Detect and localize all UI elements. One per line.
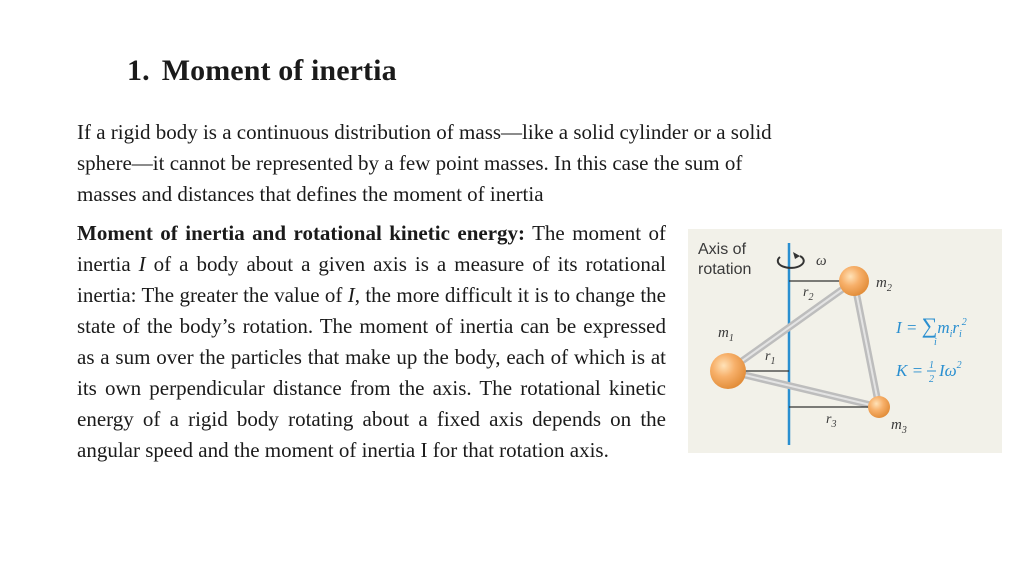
axis-label-line1: Axis of (698, 241, 747, 258)
m1-sub: 1 (728, 333, 734, 344)
m2-label (876, 275, 892, 294)
eq2-sup: 2 (956, 360, 962, 371)
intro-paragraph (77, 117, 961, 210)
r3-sub: 3 (831, 419, 837, 430)
eq2-Iomega: Iω (939, 361, 957, 380)
m1-symbol: m (718, 325, 729, 341)
sigma-icon: ∑ (921, 313, 938, 338)
axis-label-line2: rotation (698, 261, 752, 278)
m3-label (891, 417, 907, 436)
figure-svg (688, 229, 1002, 453)
title-number: 1. (127, 54, 150, 87)
m3-sub: 3 (901, 425, 907, 436)
eq2-num: 1 (929, 360, 934, 371)
mass-m1 (710, 353, 746, 389)
eq2-den: 2 (929, 374, 934, 385)
r2-sub: 2 (808, 292, 814, 303)
eq1-r-sup: 2 (961, 317, 967, 328)
mass-m3 (868, 396, 890, 418)
omega-label: ω (816, 253, 827, 269)
body-lead: Moment of inertia and rotational kinetic energy: (77, 221, 526, 245)
r2-symbol: r (803, 285, 809, 300)
m2-sub: 2 (886, 283, 892, 294)
intro-line-1: If a rigid body is a continuous distribution of mass—like a solid cylinder or a solid (77, 120, 772, 144)
body-text (77, 218, 666, 466)
title-text: Moment of inertia (161, 54, 397, 87)
r3-symbol: r (826, 412, 832, 427)
equation-inertia (895, 313, 967, 340)
eq1-index: i (934, 337, 937, 348)
rotation-arrow-icon (778, 256, 804, 268)
eq1-m-sub: i (949, 329, 953, 340)
symbol-I: I (138, 252, 146, 276)
m2-symbol: m (876, 275, 887, 291)
body-part-2: of a body about a given axis is a measure of its rotational inertia: The greater the value of (77, 252, 666, 307)
eq1-m: m (937, 318, 950, 337)
rigid-body-figure (688, 229, 1002, 453)
body-part-1: The moment of inertia (77, 221, 666, 276)
mass-m2 (839, 266, 869, 296)
eq2-rhs (938, 360, 962, 380)
rotation-arrowhead-icon (793, 252, 800, 259)
r1-label (765, 349, 775, 367)
symbol-I-2: I (347, 283, 355, 307)
eq1-lhs: I = (896, 318, 922, 337)
slide-title (127, 54, 397, 88)
eq1-r-sub: i (959, 329, 962, 340)
r1-symbol: r (765, 349, 771, 364)
rod-highlight-3 (854, 281, 879, 407)
r2-label (803, 285, 813, 303)
rod-highlight-1 (728, 281, 854, 371)
rod-highlight-2 (728, 371, 879, 407)
r3-label (826, 412, 836, 430)
eq2-lhs: K = (896, 361, 924, 380)
body-paragraph (77, 218, 666, 466)
body-part-3: , the more difficult it is to change the state of the body’s rotation. The moment of inertia can be expressed as a sum over the particles that make up the body, each of which is at its own perpendicular distance from the axis. The rotational kinetic energy of a rigid body rotating about a fixed axis depends on the angular speed and the moment of inertia I for that rotation axis. (77, 283, 666, 462)
m3-symbol: m (891, 417, 902, 433)
intro-line-2: sphere—it cannot be represented by a few point masses. In this case the sum of (77, 151, 743, 175)
r1-sub: 1 (770, 356, 776, 367)
eq1-r: r (952, 318, 960, 337)
m1-label (718, 325, 734, 344)
intro-line-3: masses and distances that defines the moment of inertia (77, 182, 544, 206)
